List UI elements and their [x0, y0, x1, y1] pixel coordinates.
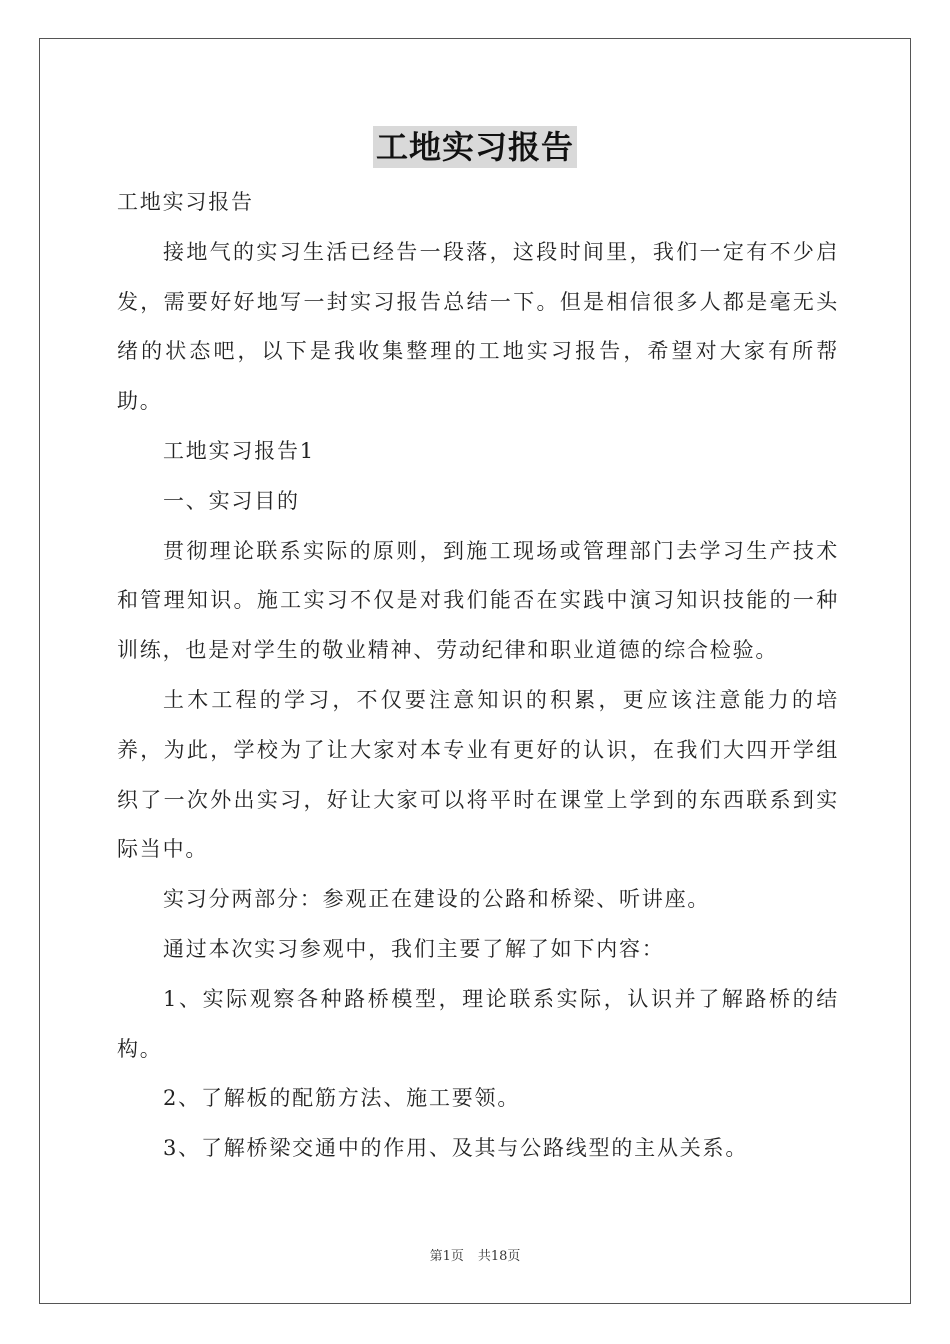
title-container — [0, 126, 950, 168]
section-heading-report-1: 工地实习报告1 — [163, 438, 315, 463]
paragraph-intro: 接地气的实习生活已经告一段落，这段时间里，我们一定有不少启发，需要好好地写一封实习报告总结一下。但是相信很多人都是毫无头绪的状态吧，以下是我收集整理的工地实习报告，希望对大家有所帮助。 — [117, 239, 839, 414]
list-item: 1、实际观察各种路桥模型，理论联系实际，认识并了解路桥的结构。 — [117, 986, 839, 1061]
document-title: 工地实习报告 — [373, 126, 577, 168]
paragraph: 贯彻理论联系实际的原则，到施工现场或管理部门去学习生产技术和管理知识。施工实习不仅是对我们能否在实践中演习知识技能的一种训练，也是对学生的敬业精神、劳动纪律和职业道德的综合检验。 — [117, 538, 839, 663]
paragraph: 土木工程的学习，不仅要注意知识的积累，更应该注意能力的培养，为此，学校为了让大家对本专业有更好的认识，在我们大四开学组织了一次外出实习，好让大家可以将平时在课堂上学到的东西联系到实际当中。 — [117, 687, 839, 862]
list-item: 3、了解桥梁交通中的作用、及其与公路线型的主从关系。 — [163, 1136, 749, 1161]
page-footer — [0, 1248, 950, 1266]
section-heading-purpose: 一、实习目的 — [163, 488, 300, 513]
paragraph: 实习分两部分：参观正在建设的公路和桥梁、听讲座。 — [163, 887, 711, 912]
page-number: 第1页 — [429, 1249, 464, 1264]
page-total: 共18页 — [477, 1249, 521, 1264]
list-item: 2、了解板的配筋方法、施工要领。 — [163, 1086, 521, 1111]
document-body — [117, 178, 839, 1174]
paragraph-subtitle: 工地实习报告 — [117, 190, 254, 214]
paragraph: 通过本次实习参观中，我们主要了解了如下内容： — [163, 936, 665, 961]
